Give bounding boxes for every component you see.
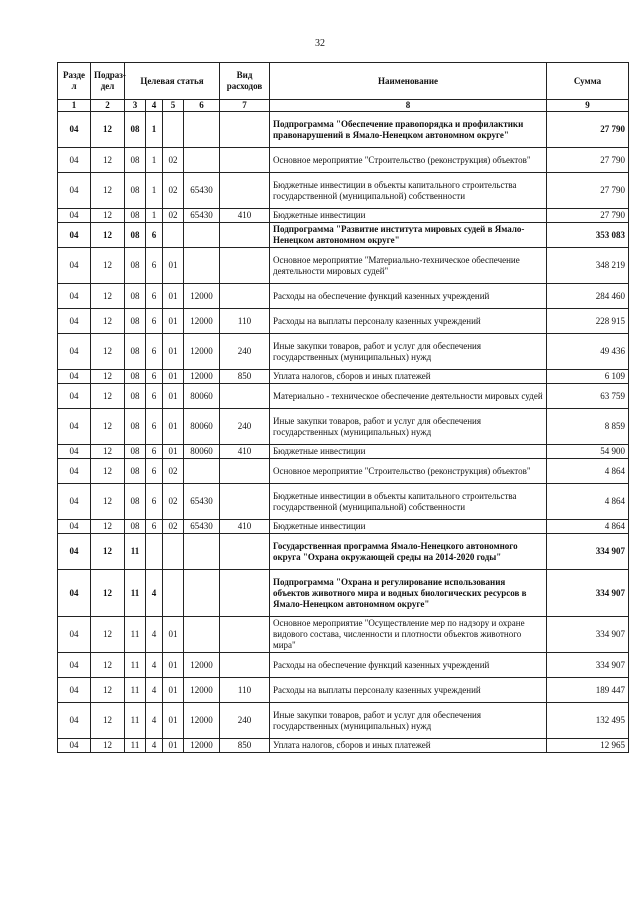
table-row	[58, 112, 629, 148]
code-cell-c4: 4	[146, 739, 163, 753]
code-cell-c1: 04	[58, 173, 91, 209]
code-cell-c3: 11	[125, 570, 146, 617]
code-cell-c6: 12000	[184, 334, 220, 370]
code-cell-c1: 04	[58, 309, 91, 334]
column-number: 5	[163, 100, 184, 112]
sum-cell: 334 907	[547, 653, 629, 678]
code-cell-c5: 02	[163, 459, 184, 484]
sum-cell: 132 495	[547, 703, 629, 739]
code-cell-c5: 01	[163, 617, 184, 653]
code-cell-c3: 08	[125, 409, 146, 445]
code-cell-c7: 240	[220, 703, 270, 739]
code-cell-c5: 01	[163, 309, 184, 334]
table-row	[58, 534, 629, 570]
code-cell-c1: 04	[58, 678, 91, 703]
code-cell-c5	[163, 570, 184, 617]
code-cell-c6: 12000	[184, 703, 220, 739]
code-cell-c2: 12	[91, 248, 125, 284]
code-cell-c6	[184, 223, 220, 248]
code-cell-c3: 11	[125, 739, 146, 753]
code-cell-c6	[184, 570, 220, 617]
sum-cell: 6 109	[547, 370, 629, 384]
sum-cell: 27 790	[547, 112, 629, 148]
code-cell-c5: 01	[163, 370, 184, 384]
name-cell: Иные закупки товаров, работ и услуг для обеспечения государственных (муниципальных) нужд	[270, 334, 547, 370]
code-cell-c6: 80060	[184, 384, 220, 409]
code-cell-c2: 12	[91, 484, 125, 520]
code-cell-c2: 12	[91, 112, 125, 148]
table-row	[58, 173, 629, 209]
header-sum: Сумма	[547, 63, 629, 100]
code-cell-c2: 12	[91, 570, 125, 617]
code-cell-c7: 410	[220, 445, 270, 459]
code-cell-c6: 65430	[184, 173, 220, 209]
code-cell-c7	[220, 459, 270, 484]
code-cell-c1: 04	[58, 112, 91, 148]
sum-cell: 4 864	[547, 520, 629, 534]
code-cell-c7	[220, 173, 270, 209]
code-cell-c1: 04	[58, 653, 91, 678]
code-cell-c1: 04	[58, 384, 91, 409]
sum-cell: 284 460	[547, 284, 629, 309]
column-number-row	[58, 100, 629, 112]
name-cell: Подпрограмма "Обеспечение правопорядка и профилактики правонарушений в Ямало-Ненецком автономном округе"	[270, 112, 547, 148]
header-podrazdel: Подраз- дел	[91, 63, 125, 100]
code-cell-c4: 6	[146, 484, 163, 520]
name-cell: Основное мероприятие "Строительство (реконструкция) объектов"	[270, 148, 547, 173]
code-cell-c7	[220, 653, 270, 678]
table-row	[58, 409, 629, 445]
code-cell-c6	[184, 534, 220, 570]
name-cell: Бюджетные инвестиции в объекты капитального строительства государственной (муниципальной) собственности	[270, 173, 547, 209]
code-cell-c6	[184, 459, 220, 484]
code-cell-c5: 01	[163, 334, 184, 370]
sum-cell: 4 864	[547, 459, 629, 484]
table-row	[58, 209, 629, 223]
code-cell-c6	[184, 248, 220, 284]
code-cell-c5: 01	[163, 653, 184, 678]
code-cell-c3: 08	[125, 384, 146, 409]
code-cell-c2: 12	[91, 409, 125, 445]
code-cell-c5: 02	[163, 484, 184, 520]
code-cell-c5	[163, 534, 184, 570]
code-cell-c1: 04	[58, 459, 91, 484]
budget-table	[57, 62, 629, 753]
code-cell-c7	[220, 617, 270, 653]
table-row	[58, 678, 629, 703]
code-cell-c3: 08	[125, 148, 146, 173]
column-number: 3	[125, 100, 146, 112]
code-cell-c1: 04	[58, 739, 91, 753]
code-cell-c2: 12	[91, 370, 125, 384]
name-cell: Расходы на выплаты персоналу казенных учреждений	[270, 678, 547, 703]
code-cell-c3: 11	[125, 617, 146, 653]
code-cell-c1: 04	[58, 520, 91, 534]
code-cell-c6: 12000	[184, 370, 220, 384]
table-row	[58, 148, 629, 173]
code-cell-c3: 08	[125, 209, 146, 223]
code-cell-c3: 08	[125, 484, 146, 520]
code-cell-c5: 02	[163, 209, 184, 223]
table-row	[58, 617, 629, 653]
code-cell-c2: 12	[91, 445, 125, 459]
header-target-article: Целевая статья	[125, 63, 220, 100]
page-number: 32	[315, 38, 325, 49]
table-row	[58, 370, 629, 384]
code-cell-c2: 12	[91, 173, 125, 209]
column-number: 6	[184, 100, 220, 112]
code-cell-c3: 11	[125, 703, 146, 739]
code-cell-c2: 12	[91, 617, 125, 653]
code-cell-c5: 01	[163, 678, 184, 703]
name-cell: Подпрограмма "Развитие института мировых судей в Ямало-Ненецком автономном округе"	[270, 223, 547, 248]
code-cell-c6: 80060	[184, 445, 220, 459]
code-cell-c3: 11	[125, 678, 146, 703]
table-row	[58, 334, 629, 370]
code-cell-c2: 12	[91, 334, 125, 370]
code-cell-c3: 08	[125, 520, 146, 534]
code-cell-c6: 12000	[184, 309, 220, 334]
code-cell-c2: 12	[91, 309, 125, 334]
code-cell-c5: 01	[163, 703, 184, 739]
code-cell-c5: 02	[163, 173, 184, 209]
code-cell-c1: 04	[58, 570, 91, 617]
table-row	[58, 570, 629, 617]
code-cell-c4: 6	[146, 309, 163, 334]
code-cell-c1: 04	[58, 703, 91, 739]
table-row	[58, 653, 629, 678]
code-cell-c2: 12	[91, 739, 125, 753]
code-cell-c4: 4	[146, 678, 163, 703]
code-cell-c4: 6	[146, 445, 163, 459]
code-cell-c2: 12	[91, 678, 125, 703]
code-cell-c7	[220, 284, 270, 309]
code-cell-c3: 08	[125, 309, 146, 334]
code-cell-c5: 01	[163, 409, 184, 445]
code-cell-c2: 12	[91, 284, 125, 309]
code-cell-c4: 6	[146, 334, 163, 370]
code-cell-c7	[220, 384, 270, 409]
table-body	[58, 112, 629, 753]
sum-cell: 63 759	[547, 384, 629, 409]
code-cell-c3: 08	[125, 223, 146, 248]
name-cell: Бюджетные инвестиции	[270, 209, 547, 223]
name-cell: Бюджетные инвестиции	[270, 445, 547, 459]
name-cell: Иные закупки товаров, работ и услуг для обеспечения государственных (муниципальных) нужд	[270, 703, 547, 739]
code-cell-c4: 1	[146, 148, 163, 173]
code-cell-c4: 6	[146, 223, 163, 248]
code-cell-c3: 08	[125, 459, 146, 484]
table-row	[58, 445, 629, 459]
table-row	[58, 484, 629, 520]
code-cell-c3: 08	[125, 445, 146, 459]
code-cell-c2: 12	[91, 209, 125, 223]
code-cell-c4	[146, 534, 163, 570]
name-cell: Подпрограмма "Охрана и регулирование использования объектов животного мира и водных биологических ресурсов в Ямало-Ненецком автономном округе"	[270, 570, 547, 617]
code-cell-c4: 1	[146, 112, 163, 148]
header-name: Наименование	[270, 63, 547, 100]
code-cell-c6: 12000	[184, 678, 220, 703]
code-cell-c3: 08	[125, 112, 146, 148]
code-cell-c7: 410	[220, 209, 270, 223]
table-row	[58, 284, 629, 309]
sum-cell: 334 907	[547, 534, 629, 570]
code-cell-c3: 08	[125, 248, 146, 284]
name-cell: Государственная программа Ямало-Ненецкого автономного округа "Охрана окружающей среды на 2014-2020 годы"	[270, 534, 547, 570]
code-cell-c4: 6	[146, 520, 163, 534]
column-number: 7	[220, 100, 270, 112]
code-cell-c7	[220, 570, 270, 617]
code-cell-c1: 04	[58, 370, 91, 384]
name-cell: Основное мероприятие "Материально-техническое обеспечение деятельности мировых судей"	[270, 248, 547, 284]
code-cell-c6	[184, 617, 220, 653]
code-cell-c7	[220, 112, 270, 148]
code-cell-c1: 04	[58, 148, 91, 173]
code-cell-c3: 11	[125, 534, 146, 570]
sum-cell: 334 907	[547, 617, 629, 653]
code-cell-c6: 65430	[184, 520, 220, 534]
code-cell-c6: 80060	[184, 409, 220, 445]
code-cell-c6: 65430	[184, 484, 220, 520]
table-row	[58, 739, 629, 753]
sum-cell: 8 859	[547, 409, 629, 445]
code-cell-c1: 04	[58, 334, 91, 370]
code-cell-c1: 04	[58, 617, 91, 653]
header-row	[58, 63, 629, 100]
table-row	[58, 703, 629, 739]
name-cell: Уплата налогов, сборов и иных платежей	[270, 739, 547, 753]
code-cell-c6: 12000	[184, 739, 220, 753]
name-cell: Расходы на обеспечение функций казенных учреждений	[270, 653, 547, 678]
table-row	[58, 384, 629, 409]
code-cell-c4: 6	[146, 248, 163, 284]
code-cell-c6	[184, 148, 220, 173]
code-cell-c1: 04	[58, 223, 91, 248]
code-cell-c2: 12	[91, 223, 125, 248]
code-cell-c5: 02	[163, 148, 184, 173]
code-cell-c7	[220, 534, 270, 570]
code-cell-c4: 6	[146, 284, 163, 309]
header-expense-type: Вид расходов	[220, 63, 270, 100]
code-cell-c7: 410	[220, 520, 270, 534]
code-cell-c5: 01	[163, 384, 184, 409]
table-row	[58, 223, 629, 248]
code-cell-c1: 04	[58, 445, 91, 459]
code-cell-c7: 850	[220, 370, 270, 384]
code-cell-c2: 12	[91, 520, 125, 534]
table-row	[58, 459, 629, 484]
code-cell-c7: 850	[220, 739, 270, 753]
sum-cell: 353 083	[547, 223, 629, 248]
column-number: 8	[270, 100, 547, 112]
table-row	[58, 520, 629, 534]
code-cell-c1: 04	[58, 534, 91, 570]
code-cell-c4: 6	[146, 384, 163, 409]
sum-cell: 228 915	[547, 309, 629, 334]
column-number: 9	[547, 100, 629, 112]
code-cell-c2: 12	[91, 148, 125, 173]
column-number: 2	[91, 100, 125, 112]
code-cell-c2: 12	[91, 703, 125, 739]
sum-cell: 189 447	[547, 678, 629, 703]
sum-cell: 334 907	[547, 570, 629, 617]
sum-cell: 54 900	[547, 445, 629, 459]
code-cell-c5: 01	[163, 284, 184, 309]
sum-cell: 12 965	[547, 739, 629, 753]
code-cell-c7	[220, 223, 270, 248]
code-cell-c4: 6	[146, 370, 163, 384]
code-cell-c6: 12000	[184, 653, 220, 678]
header-razdel: Разде л	[58, 63, 91, 100]
code-cell-c1: 04	[58, 248, 91, 284]
code-cell-c7	[220, 248, 270, 284]
name-cell: Иные закупки товаров, работ и услуг для обеспечения государственных (муниципальных) нужд	[270, 409, 547, 445]
code-cell-c4: 4	[146, 570, 163, 617]
code-cell-c7	[220, 484, 270, 520]
code-cell-c2: 12	[91, 534, 125, 570]
name-cell: Уплата налогов, сборов и иных платежей	[270, 370, 547, 384]
code-cell-c7: 240	[220, 334, 270, 370]
sum-cell: 27 790	[547, 209, 629, 223]
code-cell-c4: 1	[146, 209, 163, 223]
code-cell-c4: 4	[146, 703, 163, 739]
sum-cell: 348 219	[547, 248, 629, 284]
code-cell-c6: 12000	[184, 284, 220, 309]
code-cell-c3: 08	[125, 173, 146, 209]
code-cell-c1: 04	[58, 409, 91, 445]
code-cell-c1: 04	[58, 209, 91, 223]
code-cell-c4: 4	[146, 617, 163, 653]
name-cell: Бюджетные инвестиции в объекты капитального строительства государственной (муниципальной) собственности	[270, 484, 547, 520]
code-cell-c4: 6	[146, 459, 163, 484]
name-cell: Расходы на обеспечение функций казенных учреждений	[270, 284, 547, 309]
column-number: 4	[146, 100, 163, 112]
sum-cell: 27 790	[547, 148, 629, 173]
table-row	[58, 248, 629, 284]
name-cell: Основное мероприятие "Строительство (реконструкция) объектов"	[270, 459, 547, 484]
code-cell-c6: 65430	[184, 209, 220, 223]
table-row	[58, 309, 629, 334]
name-cell: Бюджетные инвестиции	[270, 520, 547, 534]
code-cell-c7: 110	[220, 678, 270, 703]
code-cell-c2: 12	[91, 653, 125, 678]
code-cell-c6	[184, 112, 220, 148]
code-cell-c4: 1	[146, 173, 163, 209]
name-cell: Расходы на выплаты персоналу казенных учреждений	[270, 309, 547, 334]
sum-cell: 49 436	[547, 334, 629, 370]
code-cell-c5: 01	[163, 739, 184, 753]
code-cell-c3: 08	[125, 284, 146, 309]
code-cell-c7	[220, 148, 270, 173]
name-cell: Материально - техническое обеспечение деятельности мировых судей	[270, 384, 547, 409]
code-cell-c3: 11	[125, 653, 146, 678]
code-cell-c1: 04	[58, 284, 91, 309]
name-cell: Основное мероприятие "Осуществление мер по надзору и охране видового состава, численности и плотности объектов животного мира"	[270, 617, 547, 653]
code-cell-c5: 01	[163, 248, 184, 284]
code-cell-c2: 12	[91, 384, 125, 409]
code-cell-c5	[163, 223, 184, 248]
code-cell-c5	[163, 112, 184, 148]
code-cell-c5: 02	[163, 520, 184, 534]
code-cell-c4: 6	[146, 409, 163, 445]
code-cell-c7: 240	[220, 409, 270, 445]
code-cell-c3: 08	[125, 334, 146, 370]
sum-cell: 4 864	[547, 484, 629, 520]
code-cell-c7: 110	[220, 309, 270, 334]
code-cell-c5: 01	[163, 445, 184, 459]
sum-cell: 27 790	[547, 173, 629, 209]
code-cell-c2: 12	[91, 459, 125, 484]
column-number: 1	[58, 100, 91, 112]
code-cell-c1: 04	[58, 484, 91, 520]
code-cell-c4: 4	[146, 653, 163, 678]
code-cell-c3: 08	[125, 370, 146, 384]
